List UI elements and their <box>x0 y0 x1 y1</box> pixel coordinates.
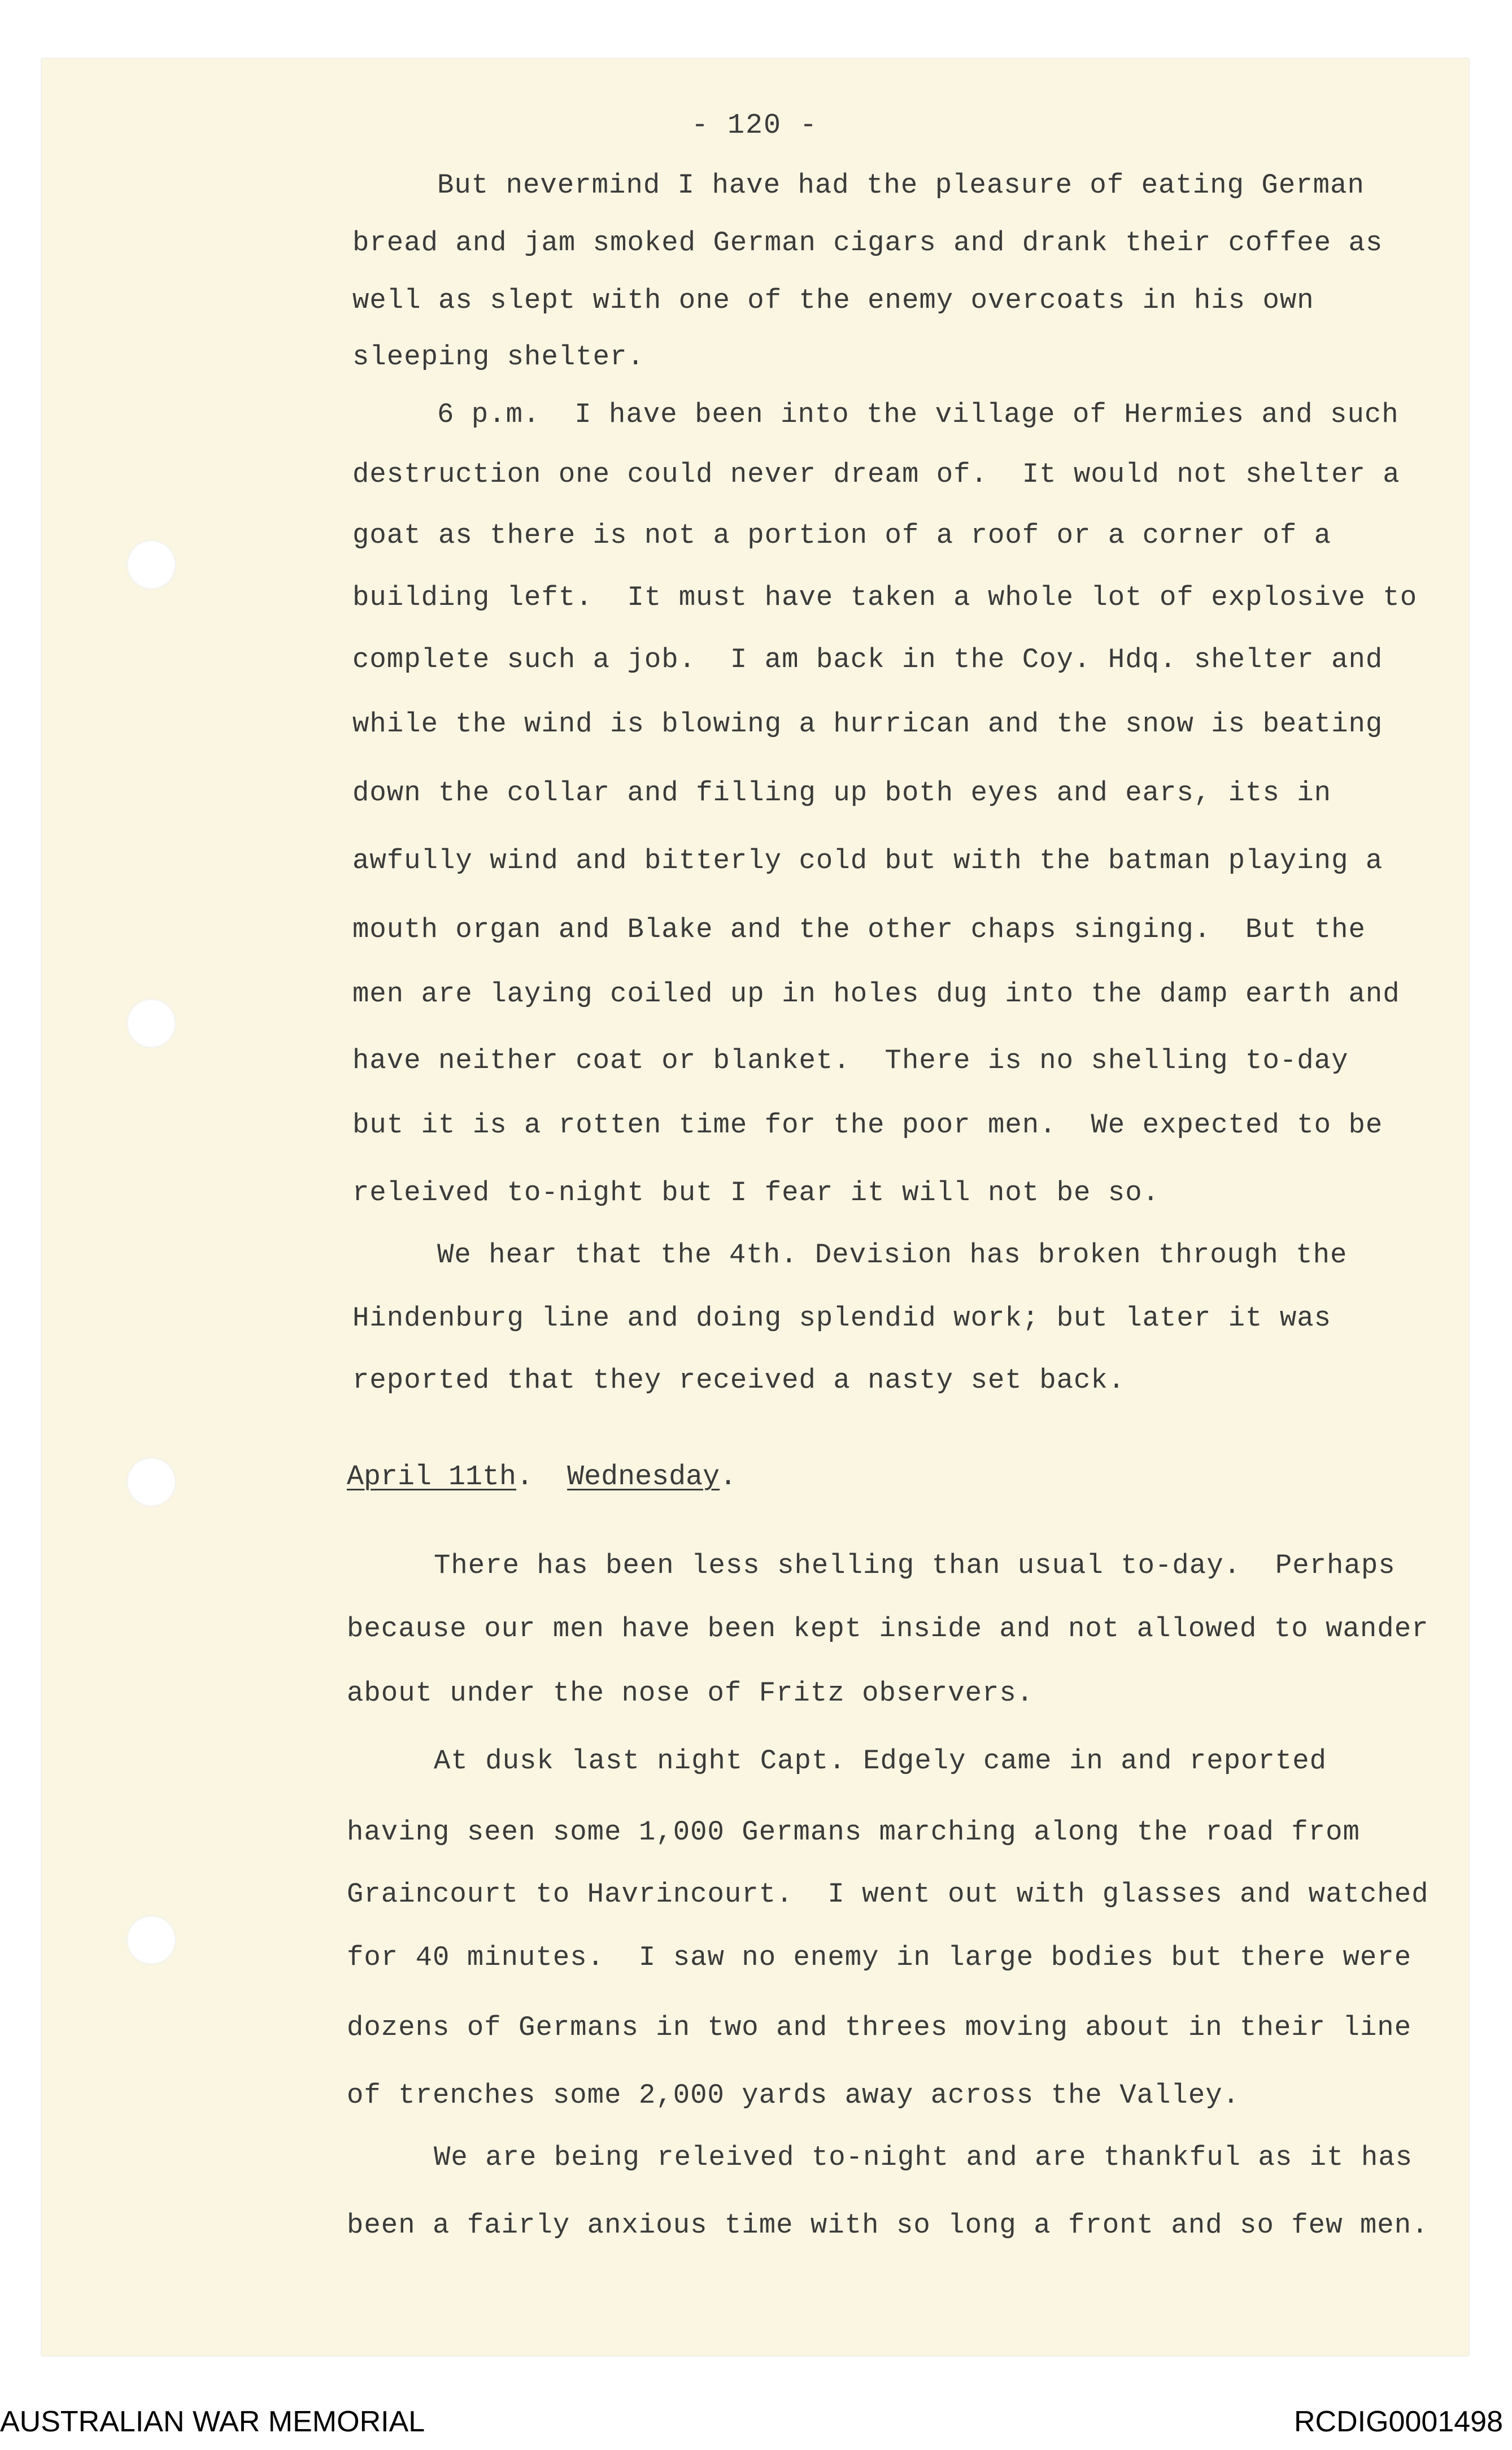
text-line: We hear that the 4th. Devision has broken through the <box>437 1239 1348 1271</box>
text-line: Graincourt to Havrincourt. I went out with glasses and watched <box>347 1878 1429 1910</box>
text-line: dozens of Germans in two and threes moving about in their line <box>347 2012 1412 2043</box>
text-line: but it is a rotten time for the poor men. We expected to be <box>352 1109 1383 1141</box>
footer-source: AUSTRALIAN WAR MEMORIAL <box>0 2405 425 2438</box>
text-line: But nevermind I have had the pleasure of eating German <box>437 169 1365 201</box>
text-line: sleeping shelter. <box>352 341 644 373</box>
entry-end: . <box>720 1461 737 1493</box>
text-line: 6 p.m. I have been into the village of Hermies and such <box>437 399 1399 430</box>
text-line: having seen some 1,000 Germans marching along the road from <box>347 1816 1360 1848</box>
punch-hole <box>127 540 176 590</box>
punch-hole <box>127 1915 176 1965</box>
text-line: bread and jam smoked German cigars and drank their coffee as <box>352 227 1383 259</box>
text-line: complete such a job. I am back in the Coy. Hdq. shelter and <box>352 644 1383 675</box>
page-number: - 120 - <box>691 110 818 142</box>
text-line: men are laying coiled up in holes dug into the damp earth and <box>352 978 1400 1010</box>
text-line: because our men have been kept inside and not allowed to wander <box>347 1613 1429 1645</box>
entry-weekday: Wednesday <box>567 1461 720 1493</box>
text-line: well as slept with one of the enemy overcoats in his own <box>352 285 1314 316</box>
text-line: Hindenburg line and doing splendid work; but later it was <box>352 1302 1332 1334</box>
diary-entry-heading <box>347 1461 737 1493</box>
text-line: awfully wind and bitterly cold but with the batman playing a <box>352 845 1383 877</box>
text-line: mouth organ and Blake and the other chaps singing. But the <box>352 914 1366 945</box>
text-line: We are being releived to-night and are thankful as it has <box>434 2142 1413 2173</box>
text-line: At dusk last night Capt. Edgely came in and reported <box>434 1745 1327 1777</box>
text-line: been a fairly anxious time with so long a front and so few men. <box>347 2209 1429 2241</box>
footer-id: RCDIG0001498 <box>1294 2405 1503 2438</box>
text-line: for 40 minutes. I saw no enemy in large bodies but there were <box>347 1942 1412 1973</box>
text-line: have neither coat or blanket. There is no shelling to-day <box>352 1045 1349 1076</box>
text-line: destruction one could never dream of. It would not shelter a <box>352 459 1400 490</box>
punch-hole <box>127 1457 176 1507</box>
text-line: down the collar and filling up both eyes and ears, its in <box>352 777 1332 809</box>
document-page <box>42 59 1469 2356</box>
text-line: goat as there is not a portion of a roof or a corner of a <box>352 520 1332 551</box>
punch-hole <box>127 999 176 1048</box>
text-line: of trenches some 2,000 yards away across the Valley. <box>347 2080 1240 2111</box>
text-line: reported that they received a nasty set back. <box>352 1364 1126 1396</box>
entry-separator: . <box>516 1461 568 1493</box>
entry-date: April 11th <box>347 1461 517 1493</box>
text-line: releived to-night but I fear it will not be so. <box>352 1177 1160 1209</box>
text-line: There has been less shelling than usual to-day. Perhaps <box>434 1550 1396 1581</box>
text-line: building left. It must have taken a whole lot of explosive to <box>352 582 1418 613</box>
text-line: while the wind is blowing a hurrican and the snow is beating <box>352 708 1383 740</box>
text-line: about under the nose of Fritz observers. <box>347 1677 1034 1709</box>
